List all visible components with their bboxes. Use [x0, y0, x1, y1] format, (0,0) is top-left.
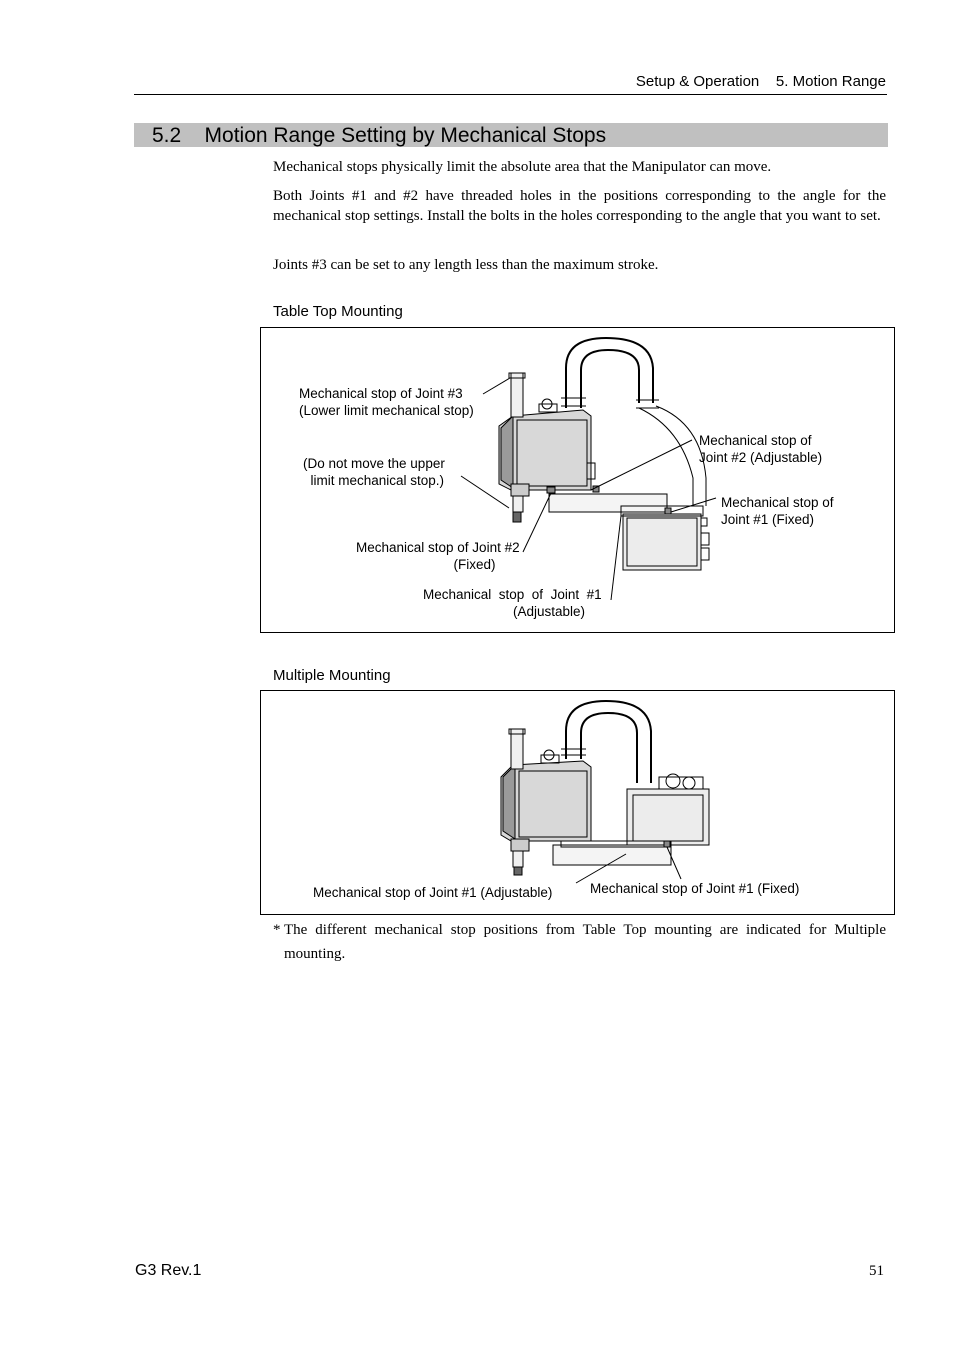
body-paragraph-3: Joints #3 can be set to any length less than the maximum stroke. [273, 257, 659, 273]
body-paragraph-2: Both Joints #1 and #2 have threaded holes in the positions corresponding to the angle for the mechanical stop settings. Install the bolts in the holes corresponding to the angle that you want to set. [273, 188, 886, 224]
robot-drawing-multiple [261, 691, 896, 916]
label-joint2-adjustable: Mechanical stop of Joint #2 (Adjustable) [699, 433, 823, 465]
label-multi-joint1-adjustable: Mechanical stop of Joint #1 (Adjustable) [313, 885, 553, 900]
header-rule [134, 94, 887, 95]
footnote-mark: * [273, 922, 281, 938]
footer-doc-rev: G3 Rev.1 [135, 1262, 202, 1279]
page-number: 51 [869, 1263, 884, 1279]
label-joint2-fixed: Mechanical stop of Joint #2 (Fixed) [356, 540, 520, 572]
figure-table-top-mounting [260, 327, 895, 633]
label-upper-limit-stop: (Do not move the upper limit mechanical stop.) [303, 456, 445, 488]
section-title: 5.2 Motion Range Setting by Mechanical Stops [152, 124, 607, 147]
running-header: Setup & Operation 5. Motion Range [635, 73, 886, 90]
label-joint1-fixed: Mechanical stop of Joint #1 (Fixed) [721, 495, 834, 527]
figure-caption-table-top: Table Top Mounting [273, 303, 403, 320]
figure-multiple-mounting [260, 690, 895, 915]
label-joint3-stop: Mechanical stop of Joint #3 (Lower limit mechanical stop) [299, 386, 474, 418]
footnote [273, 918, 886, 966]
figure-caption-multiple: Multiple Mounting [273, 667, 391, 684]
label-joint1-adjustable: Mechanical stop of Joint #1 (Adjustable) [423, 587, 602, 619]
footnote-text: The different mechanical stop positions from Table Top mounting are indicated for Multiple mounting. [284, 922, 886, 962]
body-paragraph-1: Mechanical stops physically limit the absolute area that the Manipulator can move. [273, 159, 772, 175]
label-multi-joint1-fixed: Mechanical stop of Joint #1 (Fixed) [590, 881, 800, 896]
